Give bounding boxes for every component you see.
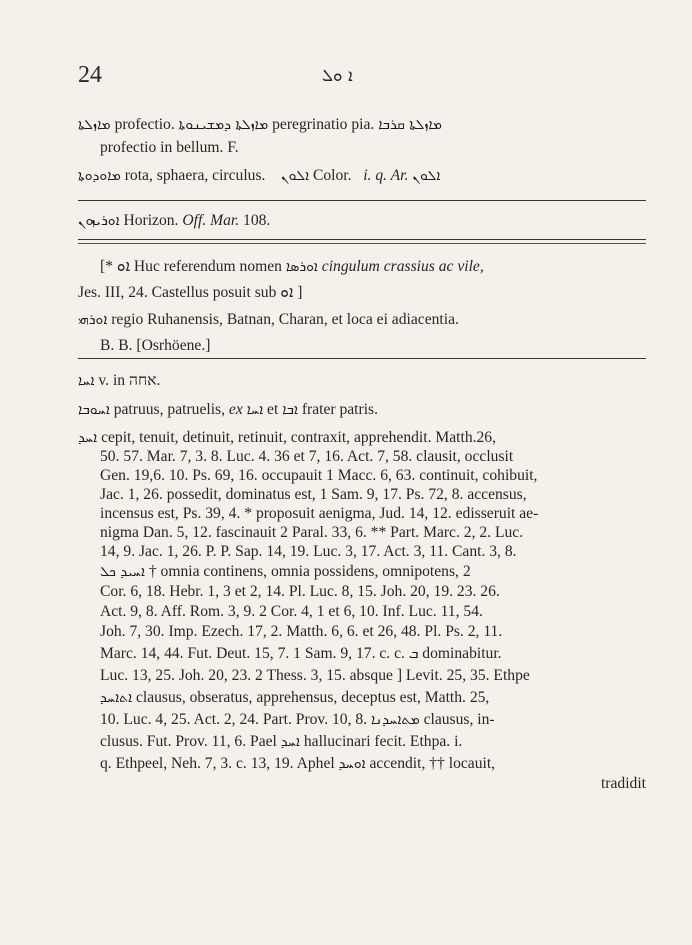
entry-line: [100, 644, 502, 664]
latin-gloss: cepit, tenuit, detinuit, retinuit, contraxit, apprehendit. Matth.26,: [101, 429, 497, 446]
latin-gloss: clausus, obseratus, apprehensus, deceptus est, Matth. 25,: [135, 689, 490, 706]
syriac-term: ܐܚܘܒܐ: [78, 402, 110, 418]
entry-line: 14, 9. Jac. 1, 26. P. P. Sap. 14, 19. Luc. 3, 17. Act. 3, 11. Cant. 3, 8.: [100, 543, 517, 560]
latin-gloss: Color.: [312, 167, 352, 184]
entry-line: [78, 283, 302, 303]
latin-gloss: v. in אחה.: [98, 372, 161, 389]
source-ref: 108.: [243, 212, 271, 229]
entry-line: [100, 688, 489, 708]
latin-gloss: 10. Luc. 4, 25. Act. 2, 24. Part. Prov. 10, 8.: [100, 711, 368, 728]
entry-line: [100, 562, 471, 582]
entry-line: nigma Dan. 5, 12. fascinauit 2 Paral. 33, 6. ** Part. Marc. 2, 2. Luc.: [100, 524, 524, 541]
latin-gloss: profectio.: [114, 116, 175, 133]
entry-line: Jac. 1, 26. possedit, dominatus est, 1 Sam. 9, 17. Ps. 72, 8. accensus,: [100, 486, 527, 503]
entry-line: 50. 57. Mar. 7, 3. 8. Luc. 4. 36 et 7, 16. Act. 7, 58. clausit, occlusit: [100, 448, 514, 465]
running-header: [72, 62, 632, 92]
latin-gloss: dominabitur.: [422, 645, 502, 662]
latin-gloss: regio Ruhanensis, Batnan, Charan, et loca ei adiacentia.: [111, 311, 459, 328]
latin-gloss: accendit, †† locauit,: [369, 755, 496, 772]
latin-gloss: ex: [228, 401, 243, 418]
section-rule: [78, 239, 646, 240]
page-number: 24: [78, 62, 102, 88]
entry-line: [78, 428, 496, 448]
source-ref: Off. Mar.: [182, 212, 240, 229]
entry-line: [78, 211, 270, 231]
latin-gloss: rota, sphaera, circulus.: [124, 167, 266, 184]
syriac-term: ܡܐܘܕܘܬܐ: [78, 168, 121, 184]
entry-line: [78, 400, 378, 420]
syriac-term: ܐܘܪܝܙܘܢ: [78, 213, 120, 229]
syriac-term: ܐܚܐ: [246, 402, 264, 418]
entry-line: [78, 310, 459, 330]
syriac-term: ܒ: [408, 646, 419, 662]
entry-line: Act. 9, 8. Aff. Rom. 3, 9. 2 Cor. 4, 1 et 6, 10. Inf. Luc. 11, 54.: [100, 603, 483, 620]
latin-gloss: frater patris.: [301, 401, 379, 418]
entry-line: [78, 115, 442, 135]
entry-line: [100, 732, 462, 752]
section-rule: [78, 200, 646, 201]
syriac-term: ܡܐܙܠܬܐ ܕܡܫܝܢܘܬܐ: [178, 117, 269, 133]
entry-line: [100, 710, 495, 730]
syriac-term: ܡܬܐܚܕܢܐ: [371, 712, 420, 728]
running-head-glyph: ܐ ܘܠ: [322, 66, 353, 86]
latin-gloss: hallucinari fecit. Ethpa. i.: [303, 733, 463, 750]
section-rule: [78, 358, 646, 359]
entry-line: [100, 754, 495, 774]
syriac-term: ܐܒܐ: [282, 402, 298, 418]
latin-gloss: † omnia continens, omnia possidens, omnipotens, 2: [148, 563, 471, 580]
latin-gloss: clausus, in-: [423, 711, 495, 728]
latin-gloss: et: [267, 401, 279, 418]
latin-gloss: [* ܐܘ Huc referendum nomen: [100, 258, 282, 275]
catchword: tradidit: [600, 775, 646, 792]
entry-line: [78, 166, 440, 186]
latin-gloss: Jes. III, 24. Castellus posuit sub ܐܘ ]: [78, 284, 303, 301]
latin-gloss: q. Ethpeel, Neh. 7, 3. c. 13, 19. Aphel: [100, 755, 335, 772]
syriac-term: ܐܘܪܗܝ: [78, 312, 108, 328]
entry-line: [100, 336, 210, 356]
entry-line: [78, 371, 160, 391]
entry-line: [100, 138, 239, 158]
syriac-term: ܐܘܚܕ: [338, 756, 366, 772]
syriac-term: ܐܬܐܚܕ: [100, 690, 133, 706]
latin-gloss: profectio in bellum. F.: [100, 139, 239, 156]
arabic-term: ܐܠܘܢ: [412, 168, 441, 184]
entry-line: [100, 257, 484, 277]
syriac-term: ܐܠܘܢ: [281, 168, 310, 184]
latin-gloss: cingulum crassius ac vile,: [321, 258, 484, 275]
syriac-term: ܐܘܪܣܐ: [285, 259, 318, 275]
entry-line: Joh. 7, 30. Imp. Ezech. 17, 2. Matth. 6, 6. et 26, 48. Pl. Ps. 2, 11.: [100, 623, 503, 640]
syriac-term: ܐܚܐ: [78, 373, 95, 389]
syriac-term: ܐܚܕ: [280, 734, 300, 750]
latin-gloss: patruus, patruelis,: [113, 401, 226, 418]
syriac-term: ܡܐܙܠܬܐ ܩܪܒܐ: [378, 117, 442, 133]
syriac-term: ܐܚܕ: [78, 430, 98, 446]
latin-gloss: peregrinatio pia.: [272, 116, 375, 133]
entry-line: Luc. 13, 25. Joh. 20, 23. 2 Thess. 3, 15. absque ] Levit. 25, 35. Ethpe: [100, 667, 530, 684]
latin-gloss: Horizon.: [123, 212, 179, 229]
latin-gloss: B. B. [Osrhöene.]: [100, 337, 211, 354]
section-rule: [78, 243, 646, 244]
entry-line: Gen. 19,6. 10. Ps. 69, 16. occupauit 1 Macc. 6, 63. continuit, cohibuit,: [100, 467, 538, 484]
entry-line: incensus est, Ps. 39, 4. * proposuit aenigma, Jud. 14, 12. edisseruit ae-: [100, 505, 539, 522]
syriac-term: ܡܐܙܠܬܐ: [78, 117, 111, 133]
latin-gloss: clusus. Fut. Prov. 11, 6. Pael: [100, 733, 277, 750]
syriac-term: ܐܚܝܕ ܟܠ: [100, 564, 145, 580]
entry-line: Cor. 6, 18. Hebr. 1, 3 et 2, 14. Pl. Luc. 8, 15. Joh. 20, 19. 23. 26.: [100, 583, 500, 600]
latin-gloss: Marc. 14, 44. Fut. Deut. 15, 7. 1 Sam. 9, 17. c. c.: [100, 645, 405, 662]
latin-abbrev: i. q. Ar.: [363, 167, 409, 184]
